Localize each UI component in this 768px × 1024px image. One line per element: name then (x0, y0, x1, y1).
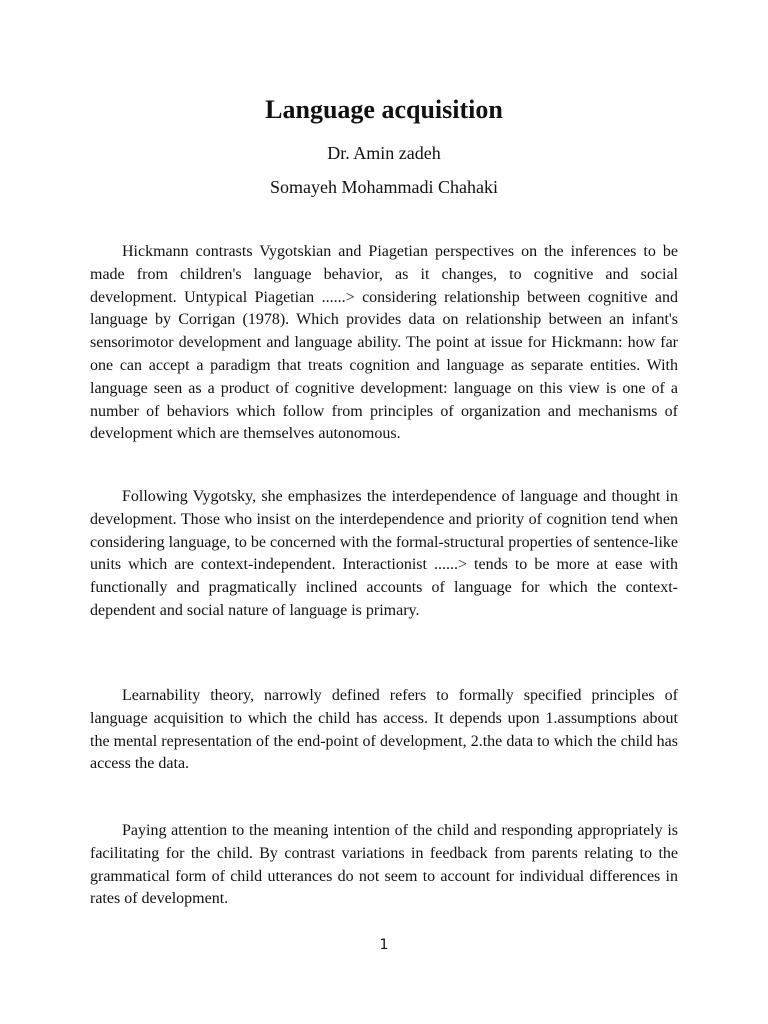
co-author-name: Somayeh Mohammadi Chahaki (270, 177, 498, 197)
author-name: Dr. Amin zadeh (327, 143, 441, 163)
page-number: 1 (379, 937, 389, 953)
body-paragraph-1: Hickmann contrasts Vygotskian and Piagetian perspectives on the inferences to be made from children's language behavior, as it changes, to cognitive and social development. Untypical Piagetian ......> considering relationship between cognitive and language by Corrigan (1978). Which provides data on relationship between an infant's sensorimotor development and language ability. The point at issue for Hickmann: how far one can accept a paradigm that treats cognition and language as separate entities. With language seen as a product of cognitive development: language on this view is one of a number of behaviors which follow from principles of organization and mechanisms of development which are themselves autonomous. (90, 243, 678, 443)
document-title: Language acquisition (265, 95, 503, 124)
body-paragraph-4: Paying attention to the meaning intention of the child and responding appropriately is facilitating for the child. By contrast variations in feedback from parents relating to the grammatical form of child utterances do not seem to account for individual differences in rates of development. (90, 822, 678, 908)
body-paragraph-3: Learnability theory, narrowly defined refers to formally specified principles of language acquisition to which the child has access. It depends upon 1.assumptions about the mental representation of the end-point of development, 2.the data to which the child has access the data. (90, 687, 678, 773)
body-paragraph-2: Following Vygotsky, she emphasizes the interdependence of language and thought in development. Those who insist on the interdependence and priority of cognition tend when considering language, to be concerned with the formal-structural properties of sentence-like units which are context-independent. Interactionist ......> tends to be more at ease with functionally and pragmatically inclined accounts of language for which the context-dependent and social nature of language is primary. (90, 488, 678, 619)
